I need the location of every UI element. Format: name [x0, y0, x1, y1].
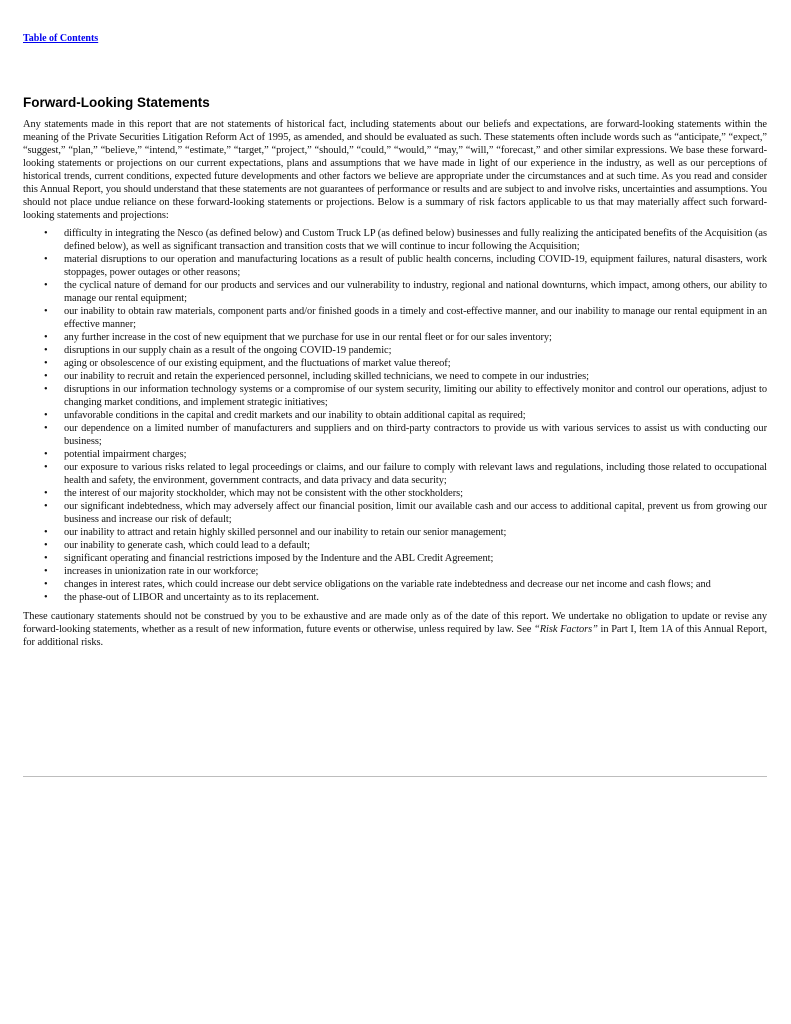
risk-text: our exposure to various risks related to legal proceedings or claims, and our failure to comply with relevant laws and regulations, including those related to occupational health and safety, the environment, government contracts, and data privacy and data security; — [64, 462, 767, 486]
risk-factors-reference: “Risk Factors” — [534, 624, 598, 635]
bullet-icon: • — [44, 306, 48, 317]
risk-item — [23, 409, 767, 422]
bullet-icon: • — [44, 423, 48, 434]
risk-text: the interest of our majority stockholder, which may not be consistent with the other stockholders; — [64, 488, 463, 499]
bullet-icon: • — [44, 540, 48, 551]
risk-text: changes in interest rates, which could increase our debt service obligations on the variable rate indebtedness and decrease our net income and cash flows; and — [64, 579, 711, 590]
risk-item — [23, 500, 767, 526]
risk-text: aging or obsolescence of our existing equipment, and the fluctuations of market value thereof; — [64, 358, 451, 369]
risk-text: difficulty in integrating the Nesco (as defined below) and Custom Truck LP (as defined below) businesses and fully realizing the anticipated benefits of the Acquisition (as defined below), as well as significant transaction and transition costs that we will continue to incur following the Acquisition; — [64, 228, 767, 252]
closing-text-after: in Part I, Item 1A of this Annual Report, for additional risks. — [23, 624, 768, 648]
risk-text: increases in unionization rate in our workforce; — [64, 566, 259, 577]
risk-text: material disruptions to our operation and manufacturing locations as a result of public health concerns, including COVID-19, equipment failures, natural disasters, work stoppages, power outages or other reasons; — [64, 254, 767, 278]
risk-item — [23, 227, 767, 253]
risk-text: our inability to attract and retain highly skilled personnel and our inability to retain our senior management; — [64, 527, 507, 538]
bullet-icon: • — [44, 449, 48, 460]
bullet-icon: • — [44, 566, 48, 577]
closing-text-before: These cautionary statements should not be construed by you to be exhaustive and are made only as of the date of this report. We undertake no obligation to update or revise any forward-looking statements, whether as a result of new information, future events or otherwise, unless required by law. See — [23, 611, 767, 635]
bullet-icon: • — [44, 410, 48, 421]
bullet-icon: • — [44, 384, 48, 395]
risk-item — [23, 305, 767, 331]
risk-item — [23, 461, 767, 487]
document-body — [23, 95, 767, 649]
risk-factor-list — [23, 227, 767, 604]
risk-text: unfavorable conditions in the capital and credit markets and our inability to obtain additional capital as required; — [64, 410, 526, 421]
risk-item — [23, 539, 767, 552]
risk-item — [23, 422, 767, 448]
risk-item — [23, 344, 767, 357]
risk-text: our inability to generate cash, which could lead to a default; — [64, 540, 310, 551]
intro-paragraph: Any statements made in this report that are not statements of historical fact, including statements about our beliefs and expectations, are forward-looking statements within the meaning of the Private Securities Litigation Reform Act of 1995, as amended, and should be evaluated as such. These statements often include words such as “anticipate,” “expect,” “suggest,” “plan,” “believe,” “intend,” “estimate,” “target,” “project,” “should,” “could,” “would,” “may,” “will,” “forecast,” and other similar expressions. We base these forward-looking statements or projections on our current expectations, plans and assumptions that we have made in light of our experience in the industry, as well as our perceptions of historical trends, current conditions, expected future developments and other factors we believe are appropriate under the circumstances and at such time. As you read and consider this Annual Report, you should understand that these statements are not guarantees of performance or results and are subject to and involve risks, uncertainties and assumptions. You should not place undue reliance on these forward-looking statements or projections. Below is a summary of risk factors applicable to us that may materially affect such forward-looking statements and projections: — [23, 119, 767, 221]
bullet-icon: • — [44, 553, 48, 564]
risk-text: significant operating and financial restrictions imposed by the Indenture and the ABL Credit Agreement; — [64, 553, 494, 564]
bullet-icon: • — [44, 462, 48, 473]
bullet-icon: • — [44, 592, 48, 603]
risk-item — [23, 253, 767, 279]
risk-item — [23, 370, 767, 383]
bullet-icon: • — [44, 358, 48, 369]
bullet-icon: • — [44, 501, 48, 512]
risk-text: our inability to recruit and retain the experienced personnel, including skilled technicians, we need to compete in our industries; — [64, 371, 589, 382]
bullet-icon: • — [44, 579, 48, 590]
bullet-icon: • — [44, 527, 48, 538]
risk-item — [23, 279, 767, 305]
risk-item — [23, 565, 767, 578]
risk-text: the cyclical nature of demand for our products and services and our vulnerability to industry, regional and national downturns, which impact, among others, our ability to manage our rental equipment; — [64, 280, 767, 304]
risk-text: disruptions in our supply chain as a result of the ongoing COVID-19 pandemic; — [64, 345, 392, 356]
risk-text: our inability to obtain raw materials, component parts and/or finished goods in a timely and cost-effective manner, and our inability to manage our rental equipment in an effective manner; — [64, 306, 767, 330]
bullet-icon: • — [44, 280, 48, 291]
bullet-icon: • — [44, 371, 48, 382]
risk-text: our significant indebtedness, which may adversely affect our financial position, limit our available cash and our access to additional capital, prevent us from growing our business and increase our risk of default; — [64, 501, 767, 525]
risk-item — [23, 552, 767, 565]
closing-paragraph — [23, 610, 767, 649]
risk-text: disruptions in our information technology systems or a compromise of our system security, limiting our ability to effectively monitor and control our operations, adjust to changing market conditions, and implement strategic initiatives; — [64, 384, 767, 408]
bullet-icon: • — [44, 254, 48, 265]
bullet-icon: • — [44, 332, 48, 343]
risk-text: any further increase in the cost of new equipment that we purchase for use in our rental fleet or for our sales inventory; — [64, 332, 552, 343]
table-of-contents-link[interactable]: Table of Contents — [23, 33, 99, 44]
risk-item — [23, 526, 767, 539]
risk-item — [23, 357, 767, 370]
page-divider — [23, 776, 767, 777]
risk-text: the phase-out of LIBOR and uncertainty as to its replacement. — [64, 592, 319, 603]
risk-item — [23, 591, 767, 604]
risk-item — [23, 383, 767, 409]
bullet-icon: • — [44, 488, 48, 499]
risk-text: potential impairment charges; — [64, 449, 187, 460]
risk-item — [23, 578, 767, 591]
section-heading: Forward-Looking Statements — [23, 95, 210, 110]
risk-text: our dependence on a limited number of manufacturers and suppliers and on third-party contractors to provide us with various services to assist us with conducting our business; — [64, 423, 767, 447]
bullet-icon: • — [44, 345, 48, 356]
bullet-icon: • — [44, 228, 48, 239]
risk-item — [23, 331, 767, 344]
risk-item — [23, 448, 767, 461]
risk-item — [23, 487, 767, 500]
